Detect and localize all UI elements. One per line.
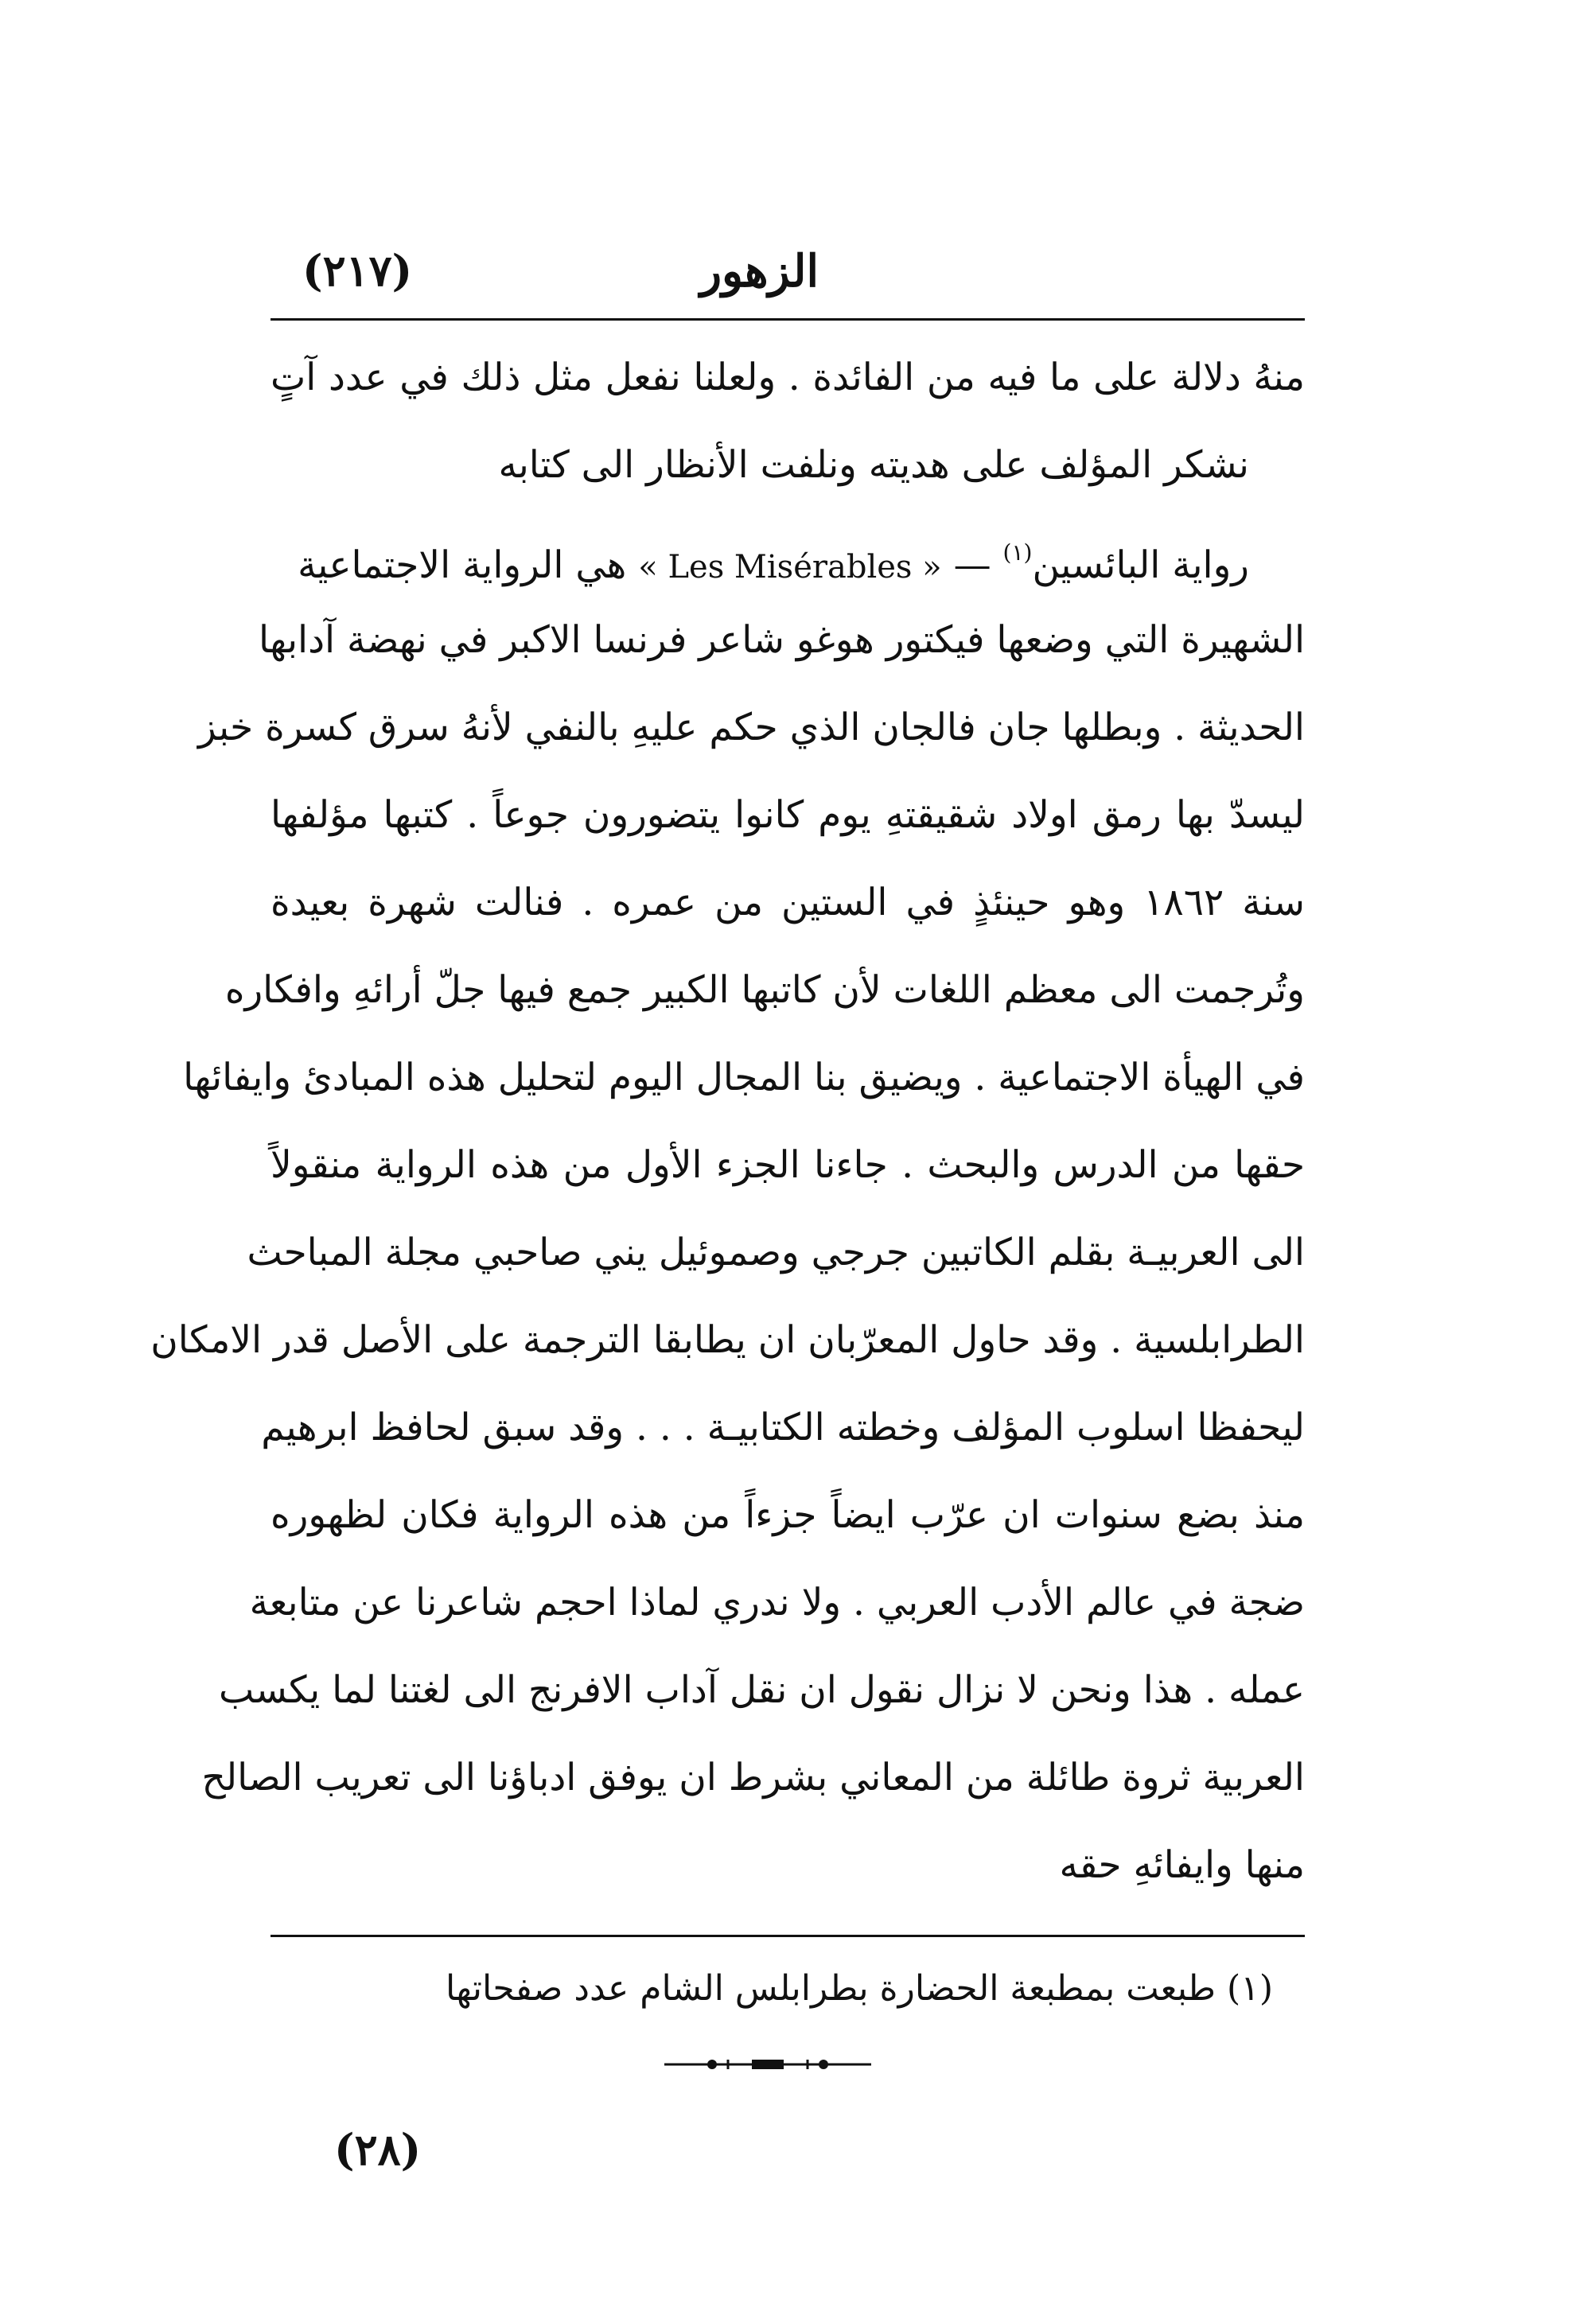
body-line: العربية ثروة طائلة من المعاني بشرط ان يوفق ادباؤنا الى تعريب الصالح — [201, 1756, 1305, 1799]
page-number: (٢١٧) — [302, 245, 413, 296]
novel-title-arabic: رواية البائسين — [1032, 543, 1249, 587]
header-rule — [271, 318, 1305, 321]
body-line: منذ بضع سنوات ان عرّب ايضاً جزءاً من هذه الرواية فكان لظهوره — [271, 1493, 1305, 1537]
body-line: وتُرجمت الى معظم اللغات لأن كاتبها الكبير جمع فيها جلّ أرائهِ وافكاره — [224, 968, 1305, 1012]
footnote-marker: (١) — [1227, 1968, 1273, 2009]
body-line: ليحفظا اسلوب المؤلف وخطته الكتابيـة . . . وقد سبق لحافظ ابرهيم — [261, 1406, 1305, 1449]
body-line: منها وايفائهِ حقه — [1059, 1843, 1305, 1887]
body-line: عمله . هذا ونحن لا نزال نقول ان نقل آداب الافرنج الى لغتنا لما يكسب — [219, 1668, 1305, 1712]
body-line: ضجة في عالم الأدب العربي . ولا ندري لماذا احجم شاعرنا عن متابعة — [249, 1581, 1305, 1624]
signature-mark: (٢٨) — [334, 2124, 422, 2175]
body-line: منهُ دلالة على ما فيه من الفائدة . ولعلنا نفعل مثل ذلك في عدد آتٍ — [271, 356, 1305, 399]
body-line-review-start — [271, 509, 1305, 597]
footnote-text: طبعت بمطبعة الحضارة بطرابلس الشام عدد صفحاتها — [446, 1968, 1216, 2009]
novel-title-french: « Les Misérables » — [638, 549, 942, 586]
running-title: الزهور — [700, 245, 819, 298]
body-line: في الهيأة الاجتماعية . ويضيق بنا المجال اليوم لتحليل هذه المبادئ وايفائها — [183, 1056, 1305, 1099]
body-line: سنة ١٨٦٢ وهو حينئذٍ في الستين من عمره . فنالت شهرة بعيدة — [271, 881, 1305, 924]
body-line: نشكر المؤلف على هديته ونلفت الأنظار الى كتابه — [498, 443, 1249, 487]
running-head — [271, 245, 1305, 317]
footnote-rule — [271, 1935, 1305, 1937]
body-line: حقها من الدرس والبحث . جاءنا الجزء الأول من هذه الرواية منقولاً — [271, 1143, 1305, 1187]
ornament-divider — [664, 2056, 871, 2072]
footnote — [271, 1957, 1305, 2021]
body-text — [150, 334, 1305, 1909]
body-line: الحديثة . وبطلها جان فالجان الذي حكم عليهِ بالنفي لأنهُ سرق كسرة خبز — [198, 706, 1305, 749]
body-line: ليسدّ بها رمق اولاد شقيقتهِ يوم كانوا يتضورون جوعاً . كتبها مؤلفها — [271, 793, 1305, 837]
dash: — — [953, 543, 991, 587]
body-line: الى العربيـة بقلم الكاتبين جرجي وصموئيل يني صاحبي مجلة المباحث — [247, 1231, 1305, 1274]
body-line-tail: هي الرواية الاجتماعية — [298, 543, 627, 587]
body-line: الشهيرة التي وضعها فيكتور هوغو شاعر فرنسا الاكبر في نهضة آدابها — [258, 618, 1305, 662]
footnote-reference: (١) — [1002, 539, 1033, 566]
body-line: الطرابلسية . وقد حاول المعرّبان ان يطابقا الترجمة على الأصل قدر الامكان — [150, 1318, 1305, 1362]
